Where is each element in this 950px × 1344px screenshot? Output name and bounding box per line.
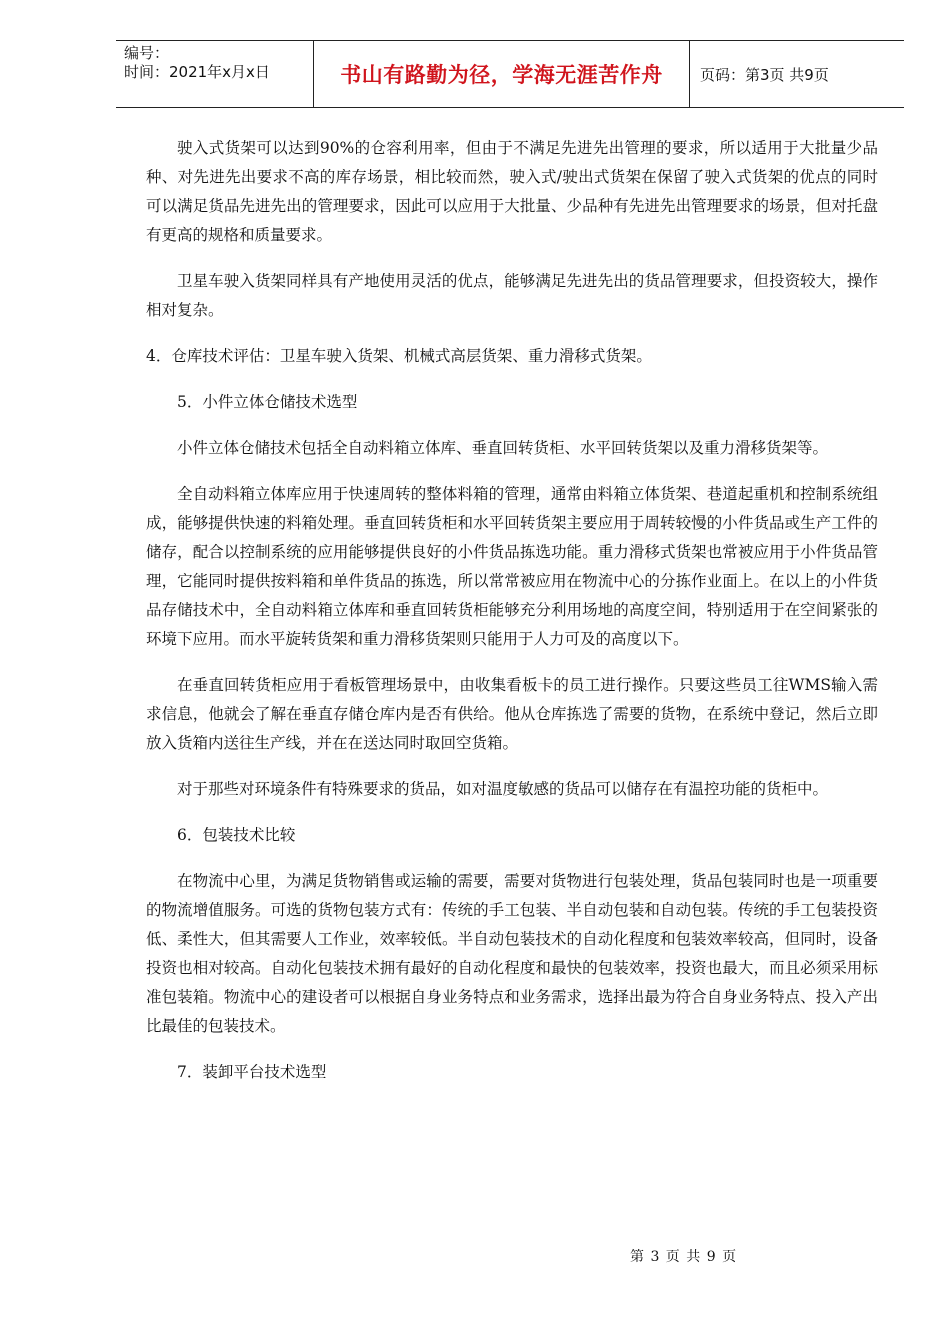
document-body xyxy=(146,134,878,1104)
header-meta xyxy=(116,41,314,107)
section-heading-5: 5．小件立体仓储技术选型 xyxy=(177,393,358,411)
header-motto: 书山有路勤为径，学海无涯苦作舟 xyxy=(340,62,663,87)
paragraph-packaging: 在物流中心里，为满足货物销售或运输的需要，需要对货物进行包装处理，货品包装同时也是一项重要的物流增值服务。可选的货物包装方式有：传统的手工包装、半自动包装和自动包装。传统的手工包装投资低、柔性大，但其需要人工作业，效率较低。半自动包装技术的自动化程度和包装效率较高，但同时，设备投资也相对较高。自动化包装技术拥有最好的自动化程度和最快的包装效率，投资也最大，而且必须采用标准包装箱。物流中心的建设者可以根据自身业务特点和业务需求，选择出最为符合自身业务特点、投入产出比最佳的包装技术。 xyxy=(146,872,878,1035)
header-page-info: 页码：第3页 共9页 xyxy=(700,65,829,84)
page-header xyxy=(116,40,904,108)
section-heading-6: 6．包装技术比较 xyxy=(177,826,296,844)
paragraph-satellite-rack: 卫星车驶入货架同样具有产地使用灵活的优点，能够满足先进先出的货品管理要求，但投资较大，操作相对复杂。 xyxy=(146,272,878,319)
paragraph-small-storage-types: 小件立体仓储技术包括全自动料箱立体库、垂直回转货柜、水平回转货架以及重力滑移货架等。 xyxy=(177,439,829,457)
paragraph-vertical-carousel-kanban: 在垂直回转货柜应用于看板管理场景中，由收集看板卡的员工进行操作。只要这些员工往WMS输入需求信息，他就会了解在垂直存储仓库内是否有供给。他从仓库拣选了需要的货物，在系统中登记，然后立即放入货箱内送往生产线，并在在送达同时取回空货箱。 xyxy=(146,676,878,752)
section-heading-4: 4．仓库技术评估：卫星车驶入货架、机械式高层货架、重力滑移式货架。 xyxy=(146,347,652,365)
header-motto-cell xyxy=(314,41,690,107)
document-time: 时间：2021年x月x日 xyxy=(124,63,270,81)
paragraph-automatic-bin-storage: 全自动料箱立体库应用于快速周转的整体料箱的管理，通常由料箱立体货架、巷道起重机和控制系统组成，能够提供快速的料箱处理。垂直回转货柜和水平回转货架主要应用于周转较慢的小件货品或生产工件的储存，配合以控制系统的应用能够提供良好的小件货品拣选功能。重力滑移式货架也常被应用于小件货品管理，它能同时提供按料箱和单件货品的拣选，所以常常被应用在物流中心的分拣作业面上。在以上的小件货品存储技术中，全自动料箱立体库和垂直回转货柜能够充分利用场地的高度空间，特别适用于在空间紧张的环境下应用。而水平旋转货架和重力滑移货架则只能用于人力可及的高度以下。 xyxy=(146,485,878,648)
document-number: 编号： xyxy=(124,44,170,62)
page-footer: 第 3 页 共 9 页 xyxy=(630,1249,738,1265)
section-heading-7: 7．装卸平台技术选型 xyxy=(177,1063,327,1081)
paragraph-temperature-control: 对于那些对环境条件有特殊要求的货品，如对温度敏感的货品可以储存在有温控功能的货柜中。 xyxy=(177,780,829,798)
paragraph-drive-in-rack: 驶入式货架可以达到90%的仓容利用率，但由于不满足先进先出管理的要求，所以适用于大批量少品种、对先进先出要求不高的库存场景，相比较而然，驶入式/驶出式货架在保留了驶入式货架的优点的同时可以满足货品先进先出的管理要求，因此可以应用于大批量、少品种有先进先出管理要求的场景，但对托盘有更高的规格和质量要求。 xyxy=(146,139,878,244)
